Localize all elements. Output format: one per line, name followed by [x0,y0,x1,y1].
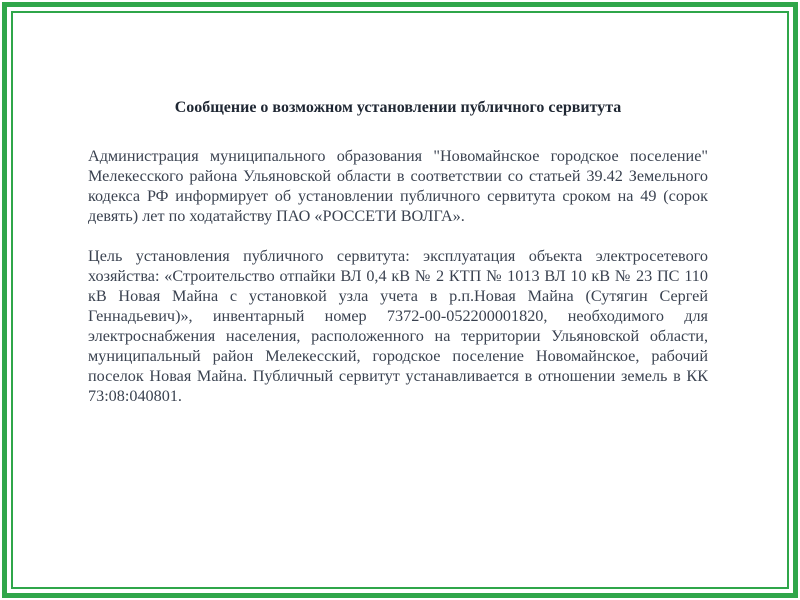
notice-paragraph-purpose: Цель установления публичного сервитута: эксплуатация объекта электросетевого хозяйства: «Строительство отпайки ВЛ 0,4 кВ № 2 КТП № 1013 ВЛ 10 кВ № 23 ПС 110 кВ Новая Майна с установкой узла учета в р.п.Новая Майна (Сутягин Сергей Геннадьевич)», инвентарный номер 7372-00-052200001820, необходимого для электроснабжения населения, расположенного на территории Ульяновской области, муниципальный район Мелекесский, городское поселение Новомайнское, рабочий поселок Новая Майна. Публичный сервитут устанавливается в отношении земель в КК 73:08:040801. [88,247,708,405]
notice-title: Сообщение о возможном установлении публичного сервитута [174,99,622,116]
notice-paragraph-intro: Администрация муниципального образования "Новомайнское городское поселение" Мелекесского района Ульяновской области в соответствии со статьей 39.42 Земельного кодекса РФ информирует об установлении публичного сервитута сроком на 49 (сорок девять) лет по ходатайству ПАО «РОССЕТИ ВОЛГА». [88,147,708,225]
notice-content [88,98,708,426]
